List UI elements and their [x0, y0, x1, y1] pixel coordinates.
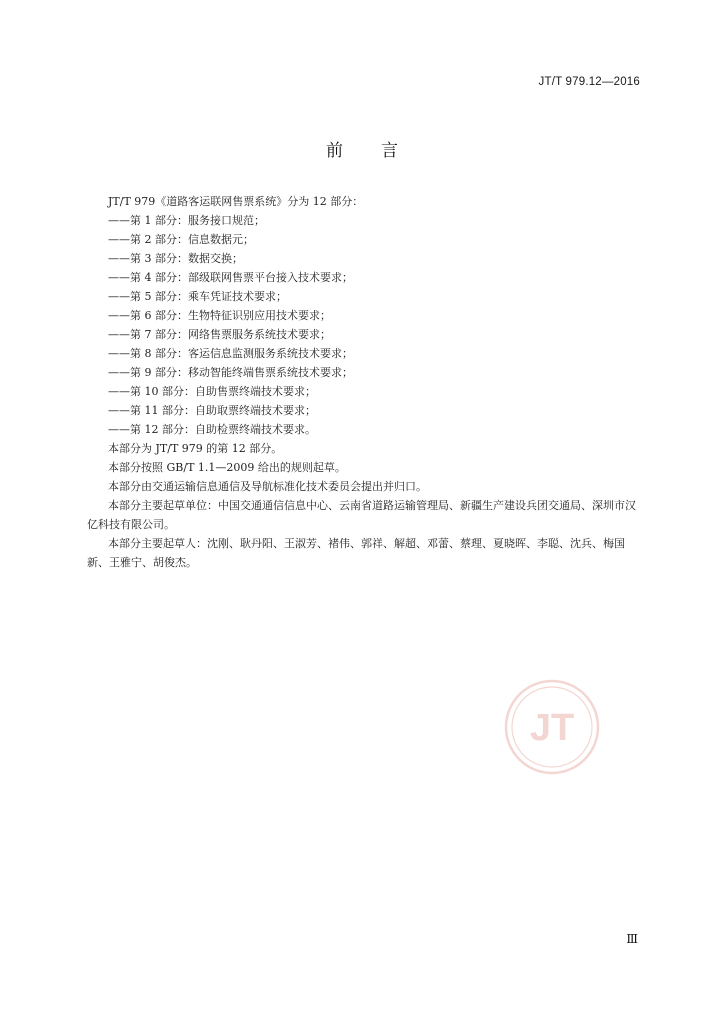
foreword-body	[87, 192, 640, 572]
list-item-part-3: ——第 3 部分：数据交换；	[108, 252, 243, 265]
paragraph-drafting-units: 本部分主要起草单位：中国交通通信信息中心、云南省道路运输管理局、新疆生产建设兵团交通局、深圳市汉亿科技有限公司。	[87, 499, 636, 531]
list-item-part-7: ——第 7 部分：网络售票服务系统技术要求；	[108, 328, 331, 341]
list-item-part-9: ——第 9 部分：移动智能终端售票系统技术要求；	[108, 366, 353, 379]
list-item-part-12: ——第 12 部分：自助检票终端技术要求。	[108, 423, 316, 436]
list-item-part-6: ——第 6 部分：生物特征识别应用技术要求；	[108, 309, 331, 322]
paragraph-proposer: 本部分由交通运输信息通信及导航标准化技术委员会提出并归口。	[108, 480, 427, 493]
list-item-part-4: ——第 4 部分：部级联网售票平台接入技术要求；	[108, 271, 353, 284]
paragraph-drafters: 本部分主要起草人：沈刚、耿丹阳、王淑芳、褚伟、郭祥、解超、邓蕾、蔡理、夏晓晖、李聪、沈兵、梅国新、王雅宁、胡俊杰。	[87, 537, 625, 569]
page-number: Ⅲ	[626, 932, 638, 946]
paragraph-intro: JT/T 979《道路客运联网售票系统》分为 12 部分：	[108, 195, 364, 208]
list-item-part-2: ——第 2 部分：信息数据元；	[108, 233, 254, 246]
document-code: JT/T 979.12—2016	[538, 76, 640, 88]
list-item-part-5: ——第 5 部分：乘车凭证技术要求；	[108, 290, 287, 303]
paragraph-drafting-rules: 本部分按照 GB/T 1.1—2009 给出的规则起草。	[108, 461, 346, 474]
list-item-part-1: ——第 1 部分：服务接口规范；	[108, 214, 265, 227]
list-item-part-11: ——第 11 部分：自助取票终端技术要求；	[108, 404, 316, 417]
jt-watermark-logo	[503, 678, 601, 776]
list-item-part-8: ——第 8 部分：客运信息监测服务系统技术要求；	[108, 347, 353, 360]
list-item-part-10: ——第 10 部分：自助售票终端技术要求；	[108, 385, 316, 398]
page-title: 前言	[326, 141, 436, 161]
paragraph-part-statement: 本部分为 JT/T 979 的第 12 部分。	[108, 442, 283, 455]
watermark-text: JT	[529, 707, 575, 749]
